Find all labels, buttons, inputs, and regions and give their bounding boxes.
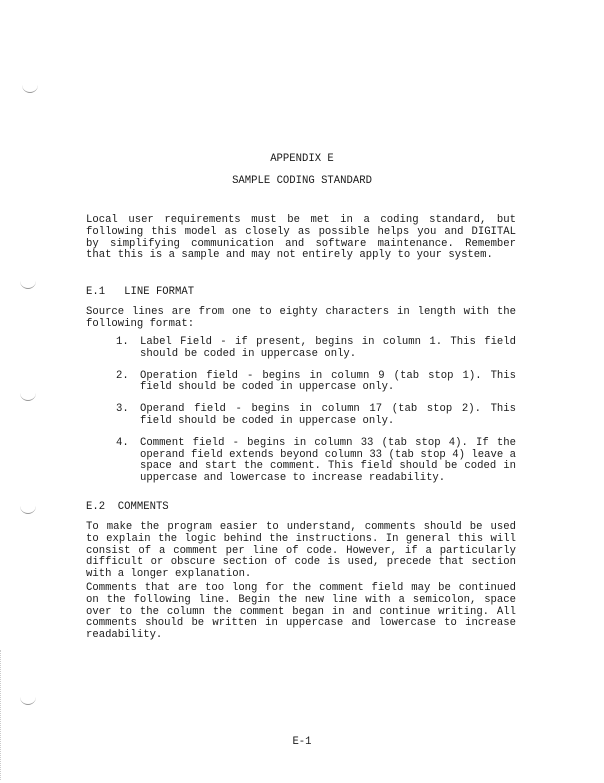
comments-paragraph-2	[86, 583, 516, 642]
page-number: E-1	[292, 736, 312, 748]
section-heading-e2	[86, 502, 169, 514]
margin-mark	[20, 280, 36, 289]
list-item	[116, 337, 516, 361]
list-item-number: 2.	[116, 369, 129, 382]
list-item-text: Operation field - begins in column 9 (tab stop 1). This field should be coded in uppercase only.	[140, 369, 516, 394]
line-format-intro-text: Source lines are from one to eighty characters in length with the following format:	[86, 306, 516, 330]
list-item-number: 3.	[116, 403, 129, 416]
page-edge-shadow	[0, 650, 3, 780]
section-number: E.2	[86, 501, 106, 513]
comments-paragraph-1	[86, 522, 516, 581]
comments-paragraph-2-text: Comments that are too long for the comment field may be continued on the following line. Begin the new line with a semicolon, space over to the column the comment began in and continue writing. All comments should be written in uppercase and lowercase to increase readability.	[86, 582, 516, 642]
list-item-text: Operand field - begins in column 17 (tab stop 2). This field should be coded in uppercase only.	[140, 403, 516, 427]
intro-text: Local user requirements must be met in a coding standard, but following this model as closely as possible helps you and DIGITAL by simplifying communication and software maintenance. Remember that this is a sample and may not entirely apply to your system.	[86, 214, 516, 262]
margin-mark	[20, 505, 36, 514]
section-heading-e1	[86, 287, 194, 299]
section-title: COMMENTS	[117, 501, 169, 513]
appendix-title: SAMPLE CODING STANDARD	[232, 175, 372, 187]
list-item-text: Label Field - if present, begins in column 1. This field should be coded in uppercase only.	[140, 336, 516, 360]
list-item-text: Comment field - begins in column 33 (tab stop 4). If the operand field extends beyond column 33 (tab stop 4) leave a space and start the comment. This field should be coded in uppercase and lowercase to increase readability.	[140, 436, 516, 485]
list-item-number: 4.	[116, 436, 129, 449]
margin-mark	[20, 392, 36, 401]
margin-mark	[22, 84, 38, 93]
appendix-label: APPENDIX E	[270, 153, 334, 165]
section-title: LINE FORMAT	[124, 286, 195, 298]
line-format-intro	[86, 307, 516, 331]
list-item-number: 1.	[116, 336, 129, 348]
field-list	[116, 337, 516, 495]
section-number: E.1	[86, 286, 106, 298]
margin-mark	[20, 696, 36, 705]
list-item	[116, 438, 516, 485]
comments-paragraph-1-text: To make the program easier to understand, comments should be used to explain the logic behind the instructions. In general this will consist of a comment per line of code. However, if a particularly difficult or obscure section of code is used, precede that section with a longer explanation.	[86, 521, 516, 581]
list-item	[116, 404, 516, 428]
intro-paragraph	[86, 215, 516, 262]
list-item	[116, 371, 516, 395]
